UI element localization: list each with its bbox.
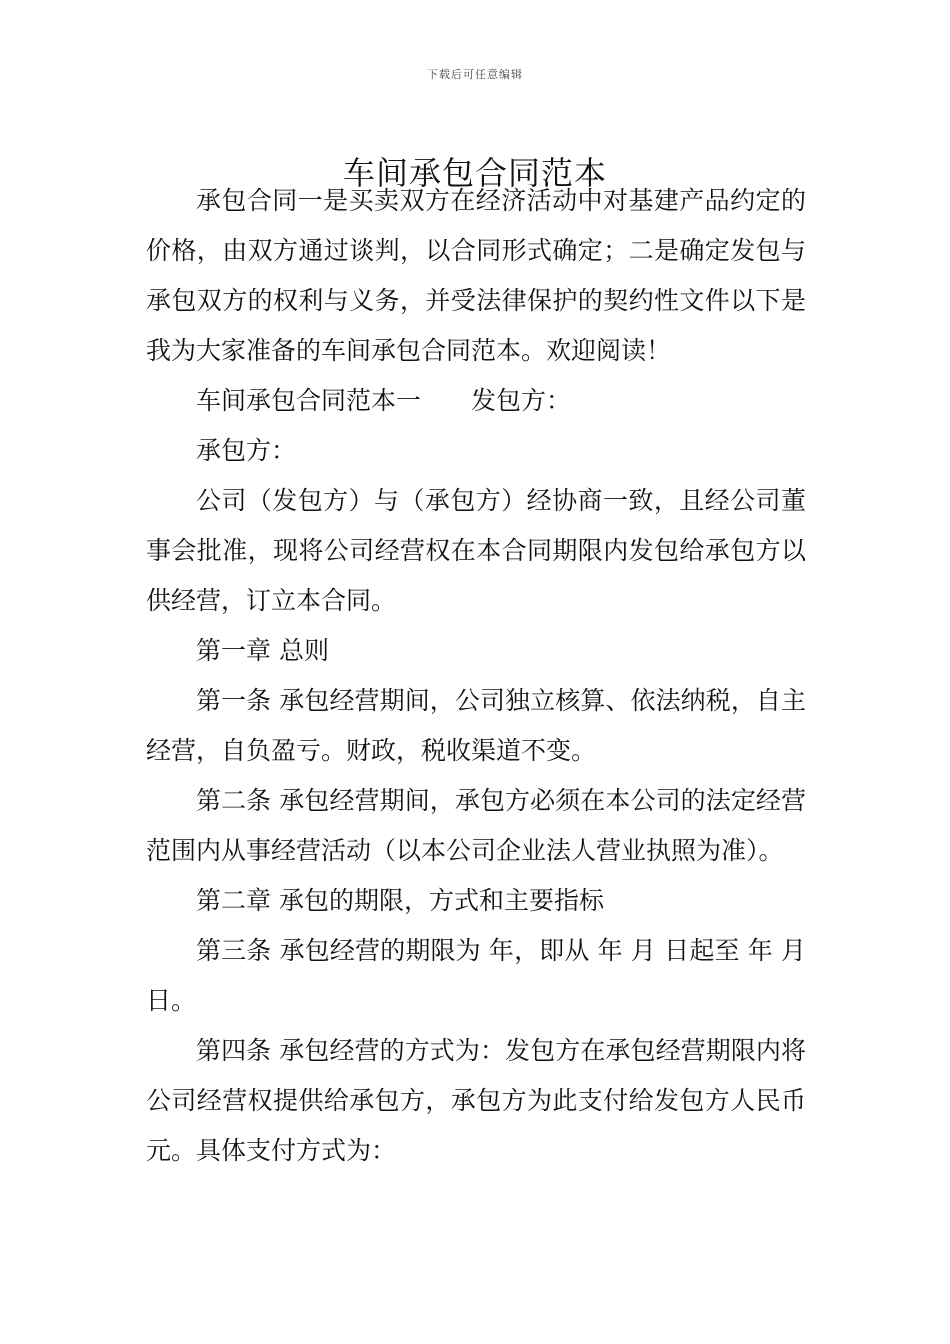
chapter-1-heading: 第一章 总则 xyxy=(196,636,329,665)
chapter-2-heading: 第二章 承包的期限，方式和主要指标 xyxy=(196,886,604,915)
header-note: 下载后可任意编辑 xyxy=(427,68,523,81)
article-1: 第一条 承包经营期间，公司独立核算、依法纳税，自主经营，自负盈亏。财政，税收渠道不变。 xyxy=(146,686,806,765)
article-3: 第三条 承包经营的期限为 年，即从 年 月 日起至 年 月 日。 xyxy=(146,936,806,1015)
section-heading-party-a: 车间承包合同范本一 发包方： xyxy=(196,386,572,415)
intro-paragraph: 承包合同一是买卖双方在经济活动中对基建产品约定的价格，由双方通过谈判，以合同形式确定；二是确定发包与承包双方的权利与义务，并受法律保护的契约性文件以下是我为大家准备的车间承包合同范本。欢迎阅读！ xyxy=(146,186,806,365)
agreement-paragraph: 公司（发包方）与（承包方）经协商一致，且经公司董事会批准，现将公司经营权在本合同期限内发包给承包方以供经营，订立本合同。 xyxy=(146,486,806,615)
article-2: 第二条 承包经营期间，承包方必须在本公司的法定经营范围内从事经营活动（以本公司企业法人营业执照为准）。 xyxy=(146,786,806,865)
article-4: 第四条 承包经营的方式为：发包方在承包经营期限内将公司经营权提供给承包方，承包方为此支付给发包方人民币 元。具体支付方式为： xyxy=(146,1036,806,1165)
document-body xyxy=(146,176,806,1176)
party-b-line: 承包方： xyxy=(196,436,297,465)
document-title: 车间承包合同范本 xyxy=(342,154,607,193)
